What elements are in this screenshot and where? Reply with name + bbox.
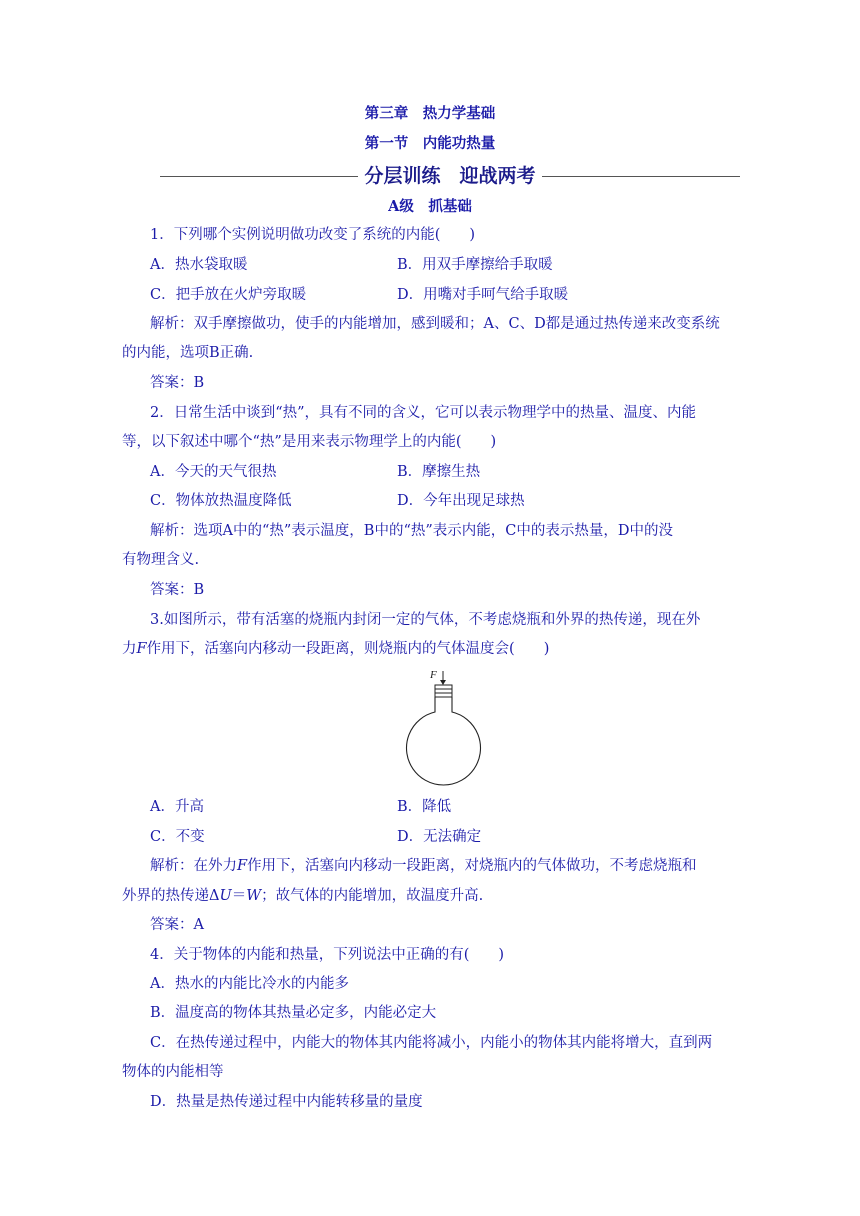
- flask-piston-diagram: [400, 665, 490, 795]
- q3-option-b: B．降低: [397, 799, 452, 815]
- q2-option-a: A．今天的天气很热: [150, 464, 277, 480]
- q3-analysis-line2: [122, 886, 483, 906]
- q1-analysis-line1: 解析：双手摩擦做功，使手的内能增加，感到暖和；A、C、D都是通过热传递来改变系统: [150, 316, 720, 332]
- q2-analysis-line2: 有物理含义.: [122, 552, 200, 568]
- q2-analysis-line1: 解析：选项A中的“热”表示温度，B中的“热”表示内能，C中的表示热量，D中的没: [150, 523, 673, 539]
- force-arrowhead: [440, 680, 446, 685]
- q3-analysis-text: 外界的热传递Δ: [122, 888, 220, 904]
- q1-option-c: C．把手放在火炉旁取暖: [150, 287, 307, 303]
- force-label: F: [430, 669, 437, 681]
- q2-option-b: B．摩擦生热: [397, 464, 481, 480]
- flask: [407, 697, 481, 785]
- level-heading: A级 抓基础: [388, 198, 472, 215]
- q2-option-d: D．今年出现足球热: [397, 493, 525, 509]
- q3-answer: 答案：A: [150, 917, 204, 933]
- q1-option-d: D．用嘴对手呵气给手取暖: [397, 287, 569, 303]
- q2-answer: 答案：B: [150, 582, 205, 598]
- q3-option-a: A．升高: [150, 799, 204, 815]
- q4-option-d: D．热量是热传递过程中内能转移量的量度: [150, 1094, 423, 1110]
- q4-option-a: A．热水的内能比冷水的内能多: [150, 976, 349, 992]
- q1-stem: 1．下列哪个实例说明做功改变了系统的内能( ): [150, 227, 476, 243]
- q2-option-c: C．物体放热温度降低: [150, 493, 292, 509]
- energy-variable: U: [219, 888, 232, 904]
- q1-answer: 答案：B: [150, 375, 205, 391]
- q1-option-a: A．热水袋取暖: [150, 257, 248, 273]
- q4-stem: 4．关于物体的内能和热量，下列说法中正确的有( ): [150, 947, 505, 963]
- q2-stem-line1: 2．日常生活中谈到“热”，具有不同的含义，它可以表示物理学中的热量、温度、内能: [150, 405, 697, 421]
- q2-stem-line2: 等，以下叙述中哪个“热”是用来表示物理学上的内能( ): [122, 434, 497, 450]
- q3-option-c: C．不变: [150, 829, 205, 845]
- q4-option-c-line2: 物体的内能相等: [122, 1064, 224, 1080]
- chapter-title: 第三章 热力学基础: [364, 105, 496, 122]
- q3-analysis-text: 作用下，活塞向内移动一段距离，对烧瓶内的气体做功，不考虑烧瓶和: [247, 858, 697, 874]
- work-variable: W: [246, 888, 262, 904]
- q4-option-c-line1: C．在热传递过程中，内能大的物体其内能将减小，内能小的物体其内能将增大，直到两: [150, 1035, 713, 1051]
- q3-stem-text: 作用下，活塞向内移动一段距离，则烧瓶内的气体温度会( ): [146, 641, 550, 657]
- equals-sign: ＝: [231, 888, 247, 904]
- q3-option-d: D．无法确定: [397, 829, 482, 845]
- section-title: 第一节 内能功热量: [364, 135, 496, 152]
- piston: [435, 685, 452, 697]
- q3-analysis-text: ；故气体的内能增加，故温度升高.: [261, 888, 484, 904]
- q3-analysis-text: 解析：在外力: [150, 858, 237, 874]
- force-variable: F: [237, 858, 248, 874]
- q1-analysis-line2: 的内能，选项B正确.: [122, 345, 254, 361]
- q3-stem-line2: [122, 639, 549, 659]
- q3-stem-line1: 3.如图所示，带有活塞的烧瓶内封闭一定的气体，不考虑烧瓶和外界的热传递，现在外: [150, 612, 701, 628]
- banner-text: 分层训练 迎战两考: [358, 165, 541, 187]
- q3-stem-text: 力: [122, 641, 137, 657]
- section-banner: [160, 163, 740, 189]
- q3-analysis-line1: [150, 856, 697, 876]
- q1-option-b: B．用双手摩擦给手取暖: [397, 257, 553, 273]
- q4-option-b: B．温度高的物体其热量必定多，内能必定大: [150, 1005, 437, 1021]
- force-variable: F: [136, 641, 147, 657]
